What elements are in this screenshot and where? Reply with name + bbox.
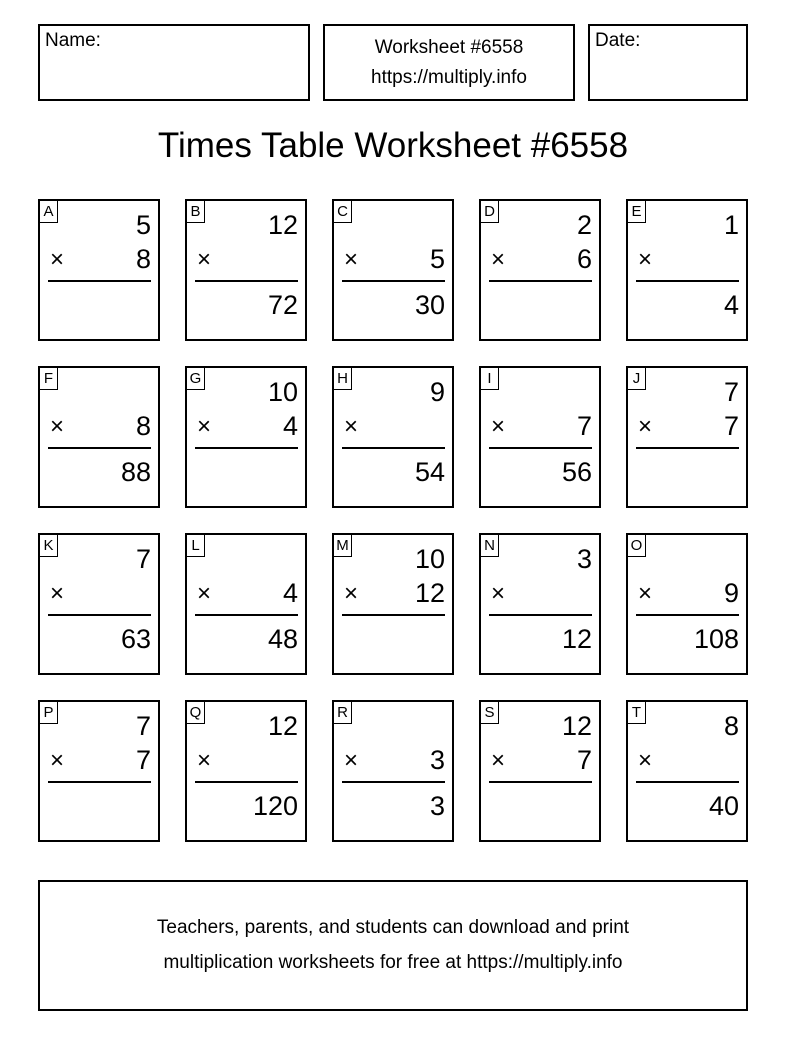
- problem-card[interactable]: [185, 366, 307, 508]
- top-number: 2: [576, 210, 592, 240]
- answer-line: [489, 614, 592, 616]
- top-number: 10: [414, 544, 445, 574]
- multiply-sign: ×: [344, 747, 359, 774]
- worksheet-info-box: [323, 24, 575, 101]
- top-number: 12: [267, 711, 298, 741]
- problem-letter: P: [40, 702, 58, 724]
- problem-card[interactable]: [38, 366, 160, 508]
- answer-value: 3: [429, 791, 445, 821]
- answer-line: [342, 614, 445, 616]
- worksheet-number: Worksheet #6558: [374, 37, 524, 58]
- answer-value: 63: [120, 624, 151, 654]
- problem-card[interactable]: [332, 533, 454, 675]
- problem-letter: H: [334, 368, 352, 390]
- bottom-number: 7: [135, 745, 151, 775]
- multiply-sign: ×: [344, 246, 359, 273]
- bottom-number: 8: [135, 244, 151, 274]
- multiply-sign: ×: [638, 580, 653, 607]
- problem-letter: C: [334, 201, 352, 223]
- answer-value: 120: [252, 791, 298, 821]
- multiply-sign: ×: [344, 413, 359, 440]
- top-number: 7: [723, 377, 739, 407]
- answer-value: 12: [561, 624, 592, 654]
- answer-line: [48, 280, 151, 282]
- problem-letter: D: [481, 201, 499, 223]
- problem-card[interactable]: [479, 700, 601, 842]
- problem-letter: Q: [187, 702, 205, 724]
- name-label: Name:: [45, 30, 101, 51]
- bottom-number: 6: [576, 244, 592, 274]
- footer-line-1: Teachers, parents, and students can download and print: [156, 917, 630, 938]
- problem-letter: E: [628, 201, 646, 223]
- top-number: 3: [576, 544, 592, 574]
- problem-letter: G: [187, 368, 205, 390]
- page-title: Times Table Worksheet #6558: [157, 126, 629, 165]
- top-number: 9: [429, 377, 445, 407]
- answer-value: 88: [120, 457, 151, 487]
- problem-letter: K: [40, 535, 58, 557]
- worksheet-url: https://multiply.info: [371, 67, 527, 88]
- answer-line: [48, 447, 151, 449]
- problem-letter: N: [481, 535, 499, 557]
- problem-card[interactable]: [626, 199, 748, 341]
- top-number: 12: [561, 711, 592, 741]
- answer-value: 4: [723, 290, 739, 320]
- multiply-sign: ×: [638, 413, 653, 440]
- answer-line: [636, 447, 739, 449]
- answer-value: 30: [414, 290, 445, 320]
- problem-card[interactable]: [332, 700, 454, 842]
- problem-card[interactable]: [479, 366, 601, 508]
- multiply-sign: ×: [344, 580, 359, 607]
- problem-letter: M: [334, 535, 352, 557]
- answer-line: [195, 781, 298, 783]
- top-number: 12: [267, 210, 298, 240]
- answer-line: [342, 280, 445, 282]
- footer-box: [38, 880, 748, 1011]
- problem-letter: F: [40, 368, 58, 390]
- multiply-sign: ×: [491, 246, 506, 273]
- bottom-number: 9: [723, 578, 739, 608]
- problem-card[interactable]: [38, 533, 160, 675]
- answer-line: [195, 280, 298, 282]
- top-number: 8: [723, 711, 739, 741]
- bottom-number: 7: [576, 745, 592, 775]
- top-number: 7: [135, 711, 151, 741]
- answer-value: 40: [708, 791, 739, 821]
- answer-line: [636, 280, 739, 282]
- bottom-number: 4: [282, 411, 298, 441]
- date-label: Date:: [595, 30, 641, 51]
- problem-card[interactable]: [332, 366, 454, 508]
- bottom-number: 12: [414, 578, 445, 608]
- bottom-number: 7: [576, 411, 592, 441]
- multiply-sign: ×: [491, 413, 506, 440]
- problem-card[interactable]: [479, 533, 601, 675]
- multiply-sign: ×: [197, 580, 212, 607]
- multiply-sign: ×: [491, 580, 506, 607]
- problem-letter: O: [628, 535, 646, 557]
- problem-card[interactable]: [332, 199, 454, 341]
- bottom-number: 5: [429, 244, 445, 274]
- answer-line: [195, 447, 298, 449]
- problem-letter: I: [481, 368, 499, 390]
- answer-value: 48: [267, 624, 298, 654]
- multiply-sign: ×: [197, 246, 212, 273]
- bottom-number: 7: [723, 411, 739, 441]
- answer-value: 54: [414, 457, 445, 487]
- problem-card[interactable]: [626, 366, 748, 508]
- problem-letter: T: [628, 702, 646, 724]
- problem-letter: L: [187, 535, 205, 557]
- problem-letter: J: [628, 368, 646, 390]
- bottom-number: 8: [135, 411, 151, 441]
- multiply-sign: ×: [491, 747, 506, 774]
- answer-value: 108: [693, 624, 739, 654]
- top-number: 10: [267, 377, 298, 407]
- answer-line: [48, 614, 151, 616]
- problem-letter: A: [40, 201, 58, 223]
- problem-card[interactable]: [185, 199, 307, 341]
- multiply-sign: ×: [50, 580, 65, 607]
- bottom-number: 4: [282, 578, 298, 608]
- multiply-sign: ×: [50, 246, 65, 273]
- problem-card[interactable]: [38, 700, 160, 842]
- answer-line: [489, 447, 592, 449]
- answer-line: [195, 614, 298, 616]
- top-number: 5: [135, 210, 151, 240]
- date-field-box[interactable]: [588, 24, 748, 101]
- multiply-sign: ×: [638, 246, 653, 273]
- problem-card[interactable]: [185, 700, 307, 842]
- top-number: 7: [135, 544, 151, 574]
- problem-card[interactable]: [185, 533, 307, 675]
- problem-letter: S: [481, 702, 499, 724]
- name-field-box[interactable]: [38, 24, 310, 101]
- answer-value: 56: [561, 457, 592, 487]
- multiply-sign: ×: [197, 747, 212, 774]
- problem-letter: B: [187, 201, 205, 223]
- problem-card[interactable]: [626, 700, 748, 842]
- problem-card[interactable]: [626, 533, 748, 675]
- problem-card[interactable]: [479, 199, 601, 341]
- answer-value: 72: [267, 290, 298, 320]
- answer-line: [636, 781, 739, 783]
- answer-line: [489, 280, 592, 282]
- answer-line: [342, 781, 445, 783]
- answer-line: [636, 614, 739, 616]
- footer-line-2: multiplication worksheets for free at https://multiply.info: [163, 952, 623, 973]
- top-number: 1: [723, 210, 739, 240]
- bottom-number: 3: [429, 745, 445, 775]
- multiply-sign: ×: [50, 747, 65, 774]
- answer-line: [48, 781, 151, 783]
- multiply-sign: ×: [638, 747, 653, 774]
- problem-letter: R: [334, 702, 352, 724]
- answer-line: [489, 781, 592, 783]
- multiply-sign: ×: [197, 413, 212, 440]
- problem-grid: [38, 199, 750, 844]
- problem-card[interactable]: [38, 199, 160, 341]
- multiply-sign: ×: [50, 413, 65, 440]
- answer-line: [342, 447, 445, 449]
